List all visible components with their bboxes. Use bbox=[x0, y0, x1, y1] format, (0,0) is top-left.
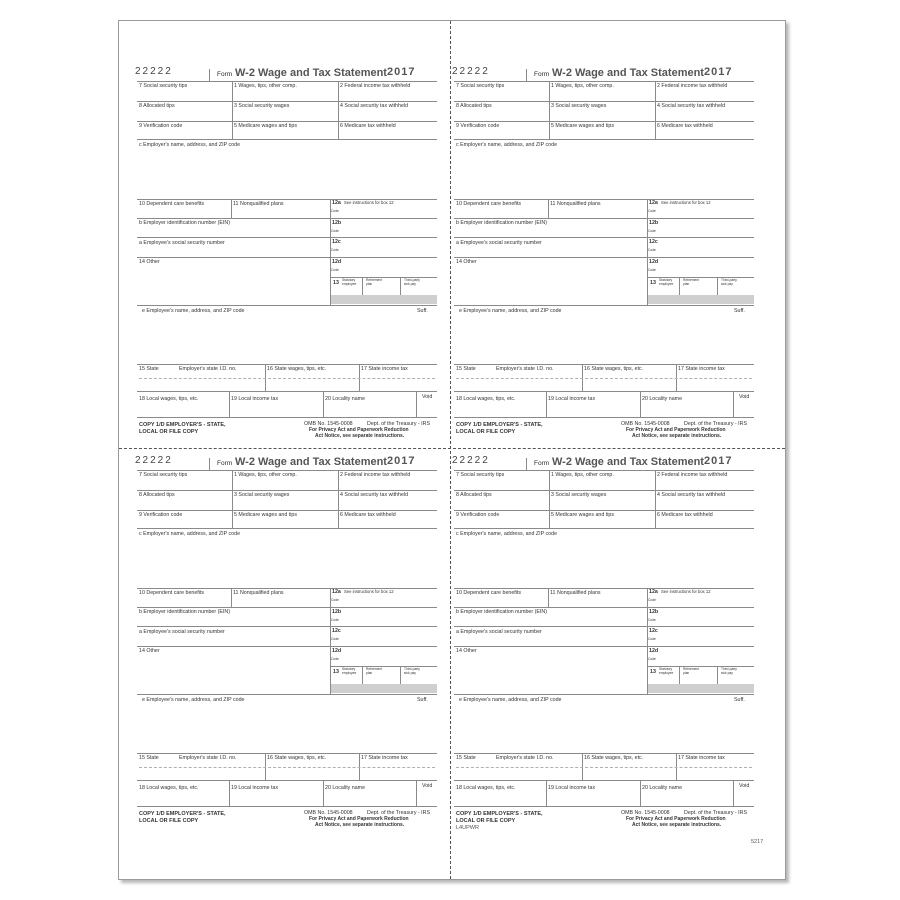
treasury-dept: Dept. of the Treasury - IRS bbox=[684, 421, 747, 427]
box-12c-code: Code bbox=[331, 637, 339, 641]
void-label: Void bbox=[422, 394, 433, 400]
box-12d-label: 12d bbox=[332, 648, 342, 654]
box-4-label: 4 Social security tax withheld bbox=[657, 103, 726, 109]
box-c-label: c Employer's name, address, and ZIP code bbox=[456, 531, 558, 537]
box-12d-code: Code bbox=[648, 657, 656, 661]
box-16-label: 16 State wages, tips, etc. bbox=[584, 755, 644, 761]
copy-designation-2: LOCAL OR FILE COPY bbox=[139, 818, 199, 824]
box-12b-code: Code bbox=[331, 229, 339, 233]
box-b-label: b Employer identification number (EIN) bbox=[139, 609, 230, 615]
box-c-label: c Employer's name, address, and ZIP code bbox=[139, 531, 241, 537]
box-20-label: 20 Locality name bbox=[325, 396, 366, 402]
box-7-label: 7 Social security tips bbox=[456, 472, 505, 478]
box-15-id-label: Employer's state I.D. no. bbox=[496, 755, 554, 761]
box-a-label: a Employee's social security number bbox=[456, 629, 542, 635]
box-14-label: 14 Other bbox=[139, 648, 160, 654]
box-13-label: 13 bbox=[333, 669, 339, 675]
box-11-label: 11 Nonqualified plans bbox=[233, 201, 284, 207]
box-12c-code: Code bbox=[648, 637, 656, 641]
box-14-label: 14 Other bbox=[456, 648, 477, 654]
box-12b-code: Code bbox=[648, 618, 656, 622]
box-a-label: a Employee's social security number bbox=[139, 629, 225, 635]
omb-number: OMB No. 1545-0008 bbox=[304, 810, 353, 816]
control-number: 22222 bbox=[452, 455, 490, 466]
box-12c-label: 12c bbox=[332, 628, 341, 634]
box-5-label: 5 Medicare wages and tips bbox=[234, 512, 298, 518]
box-1-label: 1 Wages, tips, other comp. bbox=[234, 472, 297, 478]
suffix-label: Suff. bbox=[734, 697, 745, 703]
box-10-label: 10 Dependent care benefits bbox=[139, 201, 205, 207]
box-e-label: e Employee's name, address, and ZIP code bbox=[459, 308, 562, 314]
box-12a-note: See instructions for box 12 bbox=[344, 200, 394, 205]
box-13-retirement: Retirement plan bbox=[683, 278, 700, 286]
box-13-statutory: Statutory employee bbox=[342, 278, 357, 286]
box-13-label: 13 bbox=[333, 280, 339, 286]
box-13-retirement: Retirement plan bbox=[683, 667, 700, 675]
form-title: W-2 Wage and Tax Statement bbox=[552, 67, 704, 79]
treasury-dept: Dept. of the Treasury - IRS bbox=[367, 810, 430, 816]
box-10-label: 10 Dependent care benefits bbox=[456, 590, 522, 596]
sheet-sku: L4UPWR bbox=[456, 825, 479, 831]
box-8-label: 8 Allocated tips bbox=[139, 492, 175, 498]
box-12c-label: 12c bbox=[649, 239, 658, 245]
box-2-label: 2 Federal income tax withheld bbox=[340, 472, 411, 478]
box-12a-label: 12a bbox=[332, 200, 341, 206]
box-18-label: 18 Local wages, tips, etc. bbox=[456, 785, 516, 791]
box-13-retirement: Retirement plan bbox=[366, 667, 383, 675]
box-15-label: 15 State bbox=[139, 366, 159, 372]
box-12d-label: 12d bbox=[332, 259, 342, 265]
box-12d-code: Code bbox=[331, 268, 339, 272]
box-16-label: 16 State wages, tips, etc. bbox=[584, 366, 644, 372]
box-2-label: 2 Federal income tax withheld bbox=[657, 83, 728, 89]
treasury-dept: Dept. of the Treasury - IRS bbox=[684, 810, 747, 816]
w2-form-copy bbox=[119, 410, 437, 828]
box-12b-label: 12b bbox=[332, 220, 342, 226]
copy-designation-1: COPY 1/D EMPLOYER'S - STATE, bbox=[456, 422, 543, 428]
box-15-label: 15 State bbox=[139, 755, 159, 761]
box-11-label: 11 Nonqualified plans bbox=[550, 201, 601, 207]
box-14-label: 14 Other bbox=[139, 259, 160, 265]
control-number: 22222 bbox=[135, 455, 173, 466]
form-label: Form bbox=[217, 71, 233, 78]
box-4-label: 4 Social security tax withheld bbox=[657, 492, 726, 498]
box-8-label: 8 Allocated tips bbox=[139, 103, 175, 109]
box-18-label: 18 Local wages, tips, etc. bbox=[139, 785, 199, 791]
box-13-sickpay: Third-party sick pay bbox=[721, 278, 737, 286]
omb-number: OMB No. 1545-0008 bbox=[304, 421, 353, 427]
box-11-label: 11 Nonqualified plans bbox=[233, 590, 284, 596]
box-20-label: 20 Locality name bbox=[642, 785, 683, 791]
privacy-notice-1: For Privacy Act and Paperwork Reduction bbox=[309, 816, 409, 822]
omb-number: OMB No. 1545-0008 bbox=[621, 810, 670, 816]
box-12b-label: 12b bbox=[649, 220, 659, 226]
tax-year: 2017 bbox=[704, 455, 733, 467]
privacy-notice-1: For Privacy Act and Paperwork Reduction bbox=[626, 427, 726, 433]
box-b-label: b Employer identification number (EIN) bbox=[456, 609, 547, 615]
box-13-sickpay: Third-party sick pay bbox=[404, 667, 420, 675]
box-5-label: 5 Medicare wages and tips bbox=[551, 512, 615, 518]
form-label: Form bbox=[534, 71, 550, 78]
box-15-id-label: Employer's state I.D. no. bbox=[179, 366, 237, 372]
box-12d-label: 12d bbox=[649, 259, 659, 265]
box-5-label: 5 Medicare wages and tips bbox=[234, 123, 298, 129]
box-9-label: 9 Verification code bbox=[456, 512, 500, 518]
box-12b-label: 12b bbox=[332, 609, 342, 615]
copy-designation-2: LOCAL OR FILE COPY bbox=[456, 429, 516, 435]
copy-designation-2: LOCAL OR FILE COPY bbox=[456, 818, 516, 824]
form-label: Form bbox=[534, 460, 550, 467]
form-title: W-2 Wage and Tax Statement bbox=[235, 456, 387, 468]
box-a-label: a Employee's social security number bbox=[456, 240, 542, 246]
copy-designation-1: COPY 1/D EMPLOYER'S - STATE, bbox=[456, 811, 543, 817]
privacy-notice-1: For Privacy Act and Paperwork Reduction bbox=[626, 816, 726, 822]
tax-year: 2017 bbox=[387, 455, 416, 467]
box-12a-label: 12a bbox=[332, 589, 341, 595]
box-c-label: c Employer's name, address, and ZIP code bbox=[456, 142, 558, 148]
box-9-label: 9 Verification code bbox=[456, 123, 500, 129]
box-2-label: 2 Federal income tax withheld bbox=[340, 83, 411, 89]
box-6-label: 6 Medicare tax withheld bbox=[657, 123, 713, 129]
copy-designation-1: COPY 1/D EMPLOYER'S - STATE, bbox=[139, 422, 226, 428]
suffix-label: Suff. bbox=[417, 697, 428, 703]
box-8-label: 8 Allocated tips bbox=[456, 103, 492, 109]
box-19-label: 19 Local income tax bbox=[231, 785, 279, 791]
box-e-label: e Employee's name, address, and ZIP code bbox=[459, 697, 562, 703]
box-3-label: 3 Social security wages bbox=[234, 492, 290, 498]
omb-number: OMB No. 1545-0008 bbox=[621, 421, 670, 427]
box-13-sickpay: Third-party sick pay bbox=[721, 667, 737, 675]
box-18-label: 18 Local wages, tips, etc. bbox=[456, 396, 516, 402]
suffix-label: Suff. bbox=[417, 308, 428, 314]
box-4-label: 4 Social security tax withheld bbox=[340, 492, 409, 498]
box-4-label: 4 Social security tax withheld bbox=[340, 103, 409, 109]
box-16-label: 16 State wages, tips, etc. bbox=[267, 366, 327, 372]
box-12a-label: 12a bbox=[649, 200, 658, 206]
suffix-label: Suff. bbox=[734, 308, 745, 314]
box-12c-code: Code bbox=[331, 248, 339, 252]
privacy-notice-2: Act Notice, see separate instructions. bbox=[632, 822, 722, 828]
box-9-label: 9 Verification code bbox=[139, 123, 183, 129]
form-label: Form bbox=[217, 460, 233, 467]
box-12a-code: Code bbox=[331, 598, 339, 602]
box-17-label: 17 State income tax bbox=[678, 755, 725, 761]
box-12a-note: See instructions for box 12 bbox=[344, 589, 394, 594]
box-6-label: 6 Medicare tax withheld bbox=[340, 123, 396, 129]
box-7-label: 7 Social security tips bbox=[139, 472, 188, 478]
box-a-label: a Employee's social security number bbox=[139, 240, 225, 246]
box-3-label: 3 Social security wages bbox=[234, 103, 290, 109]
box-b-label: b Employer identification number (EIN) bbox=[139, 220, 230, 226]
privacy-notice-2: Act Notice, see separate instructions. bbox=[632, 433, 722, 439]
box-10-label: 10 Dependent care benefits bbox=[139, 590, 205, 596]
box-12b-code: Code bbox=[331, 618, 339, 622]
box-1-label: 1 Wages, tips, other comp. bbox=[234, 83, 297, 89]
box-10-label: 10 Dependent care benefits bbox=[456, 201, 522, 207]
box-17-label: 17 State income tax bbox=[361, 755, 408, 761]
box-15-id-label: Employer's state I.D. no. bbox=[496, 366, 554, 372]
box-13-sickpay: Third-party sick pay bbox=[404, 278, 420, 286]
box-12b-label: 12b bbox=[649, 609, 659, 615]
box-20-label: 20 Locality name bbox=[325, 785, 366, 791]
void-label: Void bbox=[739, 394, 750, 400]
box-20-label: 20 Locality name bbox=[642, 396, 683, 402]
box-12a-note: See instructions for box 12 bbox=[661, 589, 711, 594]
box-12a-code: Code bbox=[648, 209, 656, 213]
box-e-label: e Employee's name, address, and ZIP code bbox=[142, 697, 245, 703]
box-8-label: 8 Allocated tips bbox=[456, 492, 492, 498]
control-number: 22222 bbox=[135, 66, 173, 77]
box-15-id-label: Employer's state I.D. no. bbox=[179, 755, 237, 761]
box-12a-note: See instructions for box 12 bbox=[661, 200, 711, 205]
box-13-statutory: Statutory employee bbox=[342, 667, 357, 675]
box-15-label: 15 State bbox=[456, 366, 476, 372]
control-number: 22222 bbox=[452, 66, 490, 77]
w2-form-copy bbox=[436, 21, 754, 439]
tax-year: 2017 bbox=[387, 66, 416, 78]
box-11-label: 11 Nonqualified plans bbox=[550, 590, 601, 596]
box-6-label: 6 Medicare tax withheld bbox=[340, 512, 396, 518]
box-e-label: e Employee's name, address, and ZIP code bbox=[142, 308, 245, 314]
box-17-label: 17 State income tax bbox=[361, 366, 408, 372]
box-14-label: 14 Other bbox=[456, 259, 477, 265]
box-12a-label: 12a bbox=[649, 589, 658, 595]
box-6-label: 6 Medicare tax withheld bbox=[657, 512, 713, 518]
box-b-label: b Employer identification number (EIN) bbox=[456, 220, 547, 226]
box-19-label: 19 Local income tax bbox=[231, 396, 279, 402]
form-title: W-2 Wage and Tax Statement bbox=[235, 67, 387, 79]
treasury-dept: Dept. of the Treasury - IRS bbox=[367, 421, 430, 427]
box-18-label: 18 Local wages, tips, etc. bbox=[139, 396, 199, 402]
form-title: W-2 Wage and Tax Statement bbox=[552, 456, 704, 468]
privacy-notice-1: For Privacy Act and Paperwork Reduction bbox=[309, 427, 409, 433]
box-12d-label: 12d bbox=[649, 648, 659, 654]
void-label: Void bbox=[422, 783, 433, 789]
box-7-label: 7 Social security tips bbox=[139, 83, 188, 89]
box-12c-label: 12c bbox=[649, 628, 658, 634]
box-12d-code: Code bbox=[648, 268, 656, 272]
copy-designation-2: LOCAL OR FILE COPY bbox=[139, 429, 199, 435]
copy-designation-1: COPY 1/D EMPLOYER'S - STATE, bbox=[139, 811, 226, 817]
box-12d-code: Code bbox=[331, 657, 339, 661]
box-12a-code: Code bbox=[648, 598, 656, 602]
void-label: Void bbox=[739, 783, 750, 789]
box-12c-code: Code bbox=[648, 248, 656, 252]
box-2-label: 2 Federal income tax withheld bbox=[657, 472, 728, 478]
box-7-label: 7 Social security tips bbox=[456, 83, 505, 89]
box-13-statutory: Statutory employee bbox=[659, 278, 674, 286]
privacy-notice-2: Act Notice, see separate instructions. bbox=[315, 433, 405, 439]
sheet-revision: 5217 bbox=[751, 839, 764, 845]
box-13-label: 13 bbox=[650, 280, 656, 286]
box-16-label: 16 State wages, tips, etc. bbox=[267, 755, 327, 761]
box-12a-code: Code bbox=[331, 209, 339, 213]
box-5-label: 5 Medicare wages and tips bbox=[551, 123, 615, 129]
box-c-label: c Employer's name, address, and ZIP code bbox=[139, 142, 241, 148]
box-3-label: 3 Social security wages bbox=[551, 103, 607, 109]
box-3-label: 3 Social security wages bbox=[551, 492, 607, 498]
box-1-label: 1 Wages, tips, other comp. bbox=[551, 83, 614, 89]
tax-year: 2017 bbox=[704, 66, 733, 78]
box-12b-code: Code bbox=[648, 229, 656, 233]
privacy-notice-2: Act Notice, see separate instructions. bbox=[315, 822, 405, 828]
box-19-label: 19 Local income tax bbox=[548, 785, 596, 791]
box-13-statutory: Statutory employee bbox=[659, 667, 674, 675]
w2-form-copy bbox=[119, 21, 437, 439]
w2-sheet bbox=[118, 20, 786, 880]
box-13-label: 13 bbox=[650, 669, 656, 675]
box-9-label: 9 Verification code bbox=[139, 512, 183, 518]
box-15-label: 15 State bbox=[456, 755, 476, 761]
box-17-label: 17 State income tax bbox=[678, 366, 725, 372]
box-12c-label: 12c bbox=[332, 239, 341, 245]
box-19-label: 19 Local income tax bbox=[548, 396, 596, 402]
box-1-label: 1 Wages, tips, other comp. bbox=[551, 472, 614, 478]
box-13-retirement: Retirement plan bbox=[366, 278, 383, 286]
